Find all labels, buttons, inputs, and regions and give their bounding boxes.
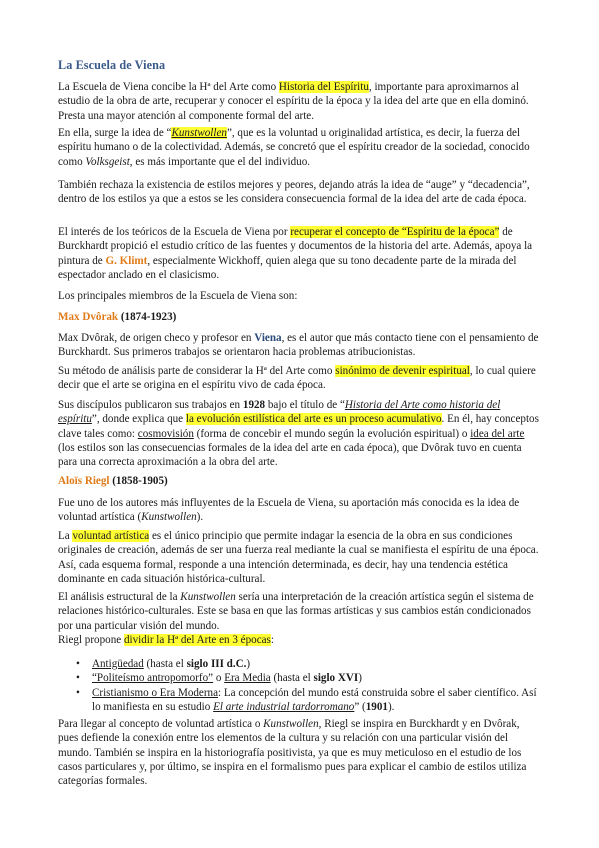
text-span: El interés de los teóricos de la Escuela de Viena por bbox=[58, 226, 291, 238]
text-span: : La concepción del mundo está construida sobre el saber científico. Así lo manifiesta en su estudio bbox=[92, 686, 537, 713]
epoch-name: Cristianismo o Era Moderna bbox=[92, 686, 219, 699]
highlight-historia-espiritu: Historia del Espíritu bbox=[278, 81, 369, 93]
text-span: o bbox=[213, 672, 225, 685]
bullet-icon: • bbox=[76, 658, 80, 670]
members-intro: Los principales miembros de la Escuela de Viena son: bbox=[58, 290, 298, 302]
styles-paragraph: También rechaza la existencia de estilos mejores y peores, dejando atrás la idea de “auge” y “decadencia”, dentro de los estilos ya que a estos se les considera consecuencia formal de la idea del arte de cada época. bbox=[58, 179, 530, 206]
text-span: (forma de concebir el mundo según la evolución espiritual) o bbox=[193, 427, 471, 440]
highlight-tres-epocas: dividir la Hª del Arte en 3 épocas bbox=[123, 633, 271, 646]
epoch-name-alt: Era Media bbox=[224, 672, 271, 685]
dvorak-paragraph-3 bbox=[58, 398, 542, 469]
document-title: La Escuela de Viena bbox=[58, 58, 166, 72]
text-span: Sus discípulos publicaron sus trabajos en bbox=[58, 399, 243, 411]
riegl-paragraph-4 bbox=[58, 717, 542, 788]
text-span: : bbox=[270, 633, 274, 646]
term-kunstwollen: Kunstwollen bbox=[180, 591, 236, 603]
kunstwollen-paragraph bbox=[58, 126, 542, 169]
text-span: Riegl propone bbox=[58, 633, 124, 646]
riegl-dates: (1858-1905) bbox=[109, 475, 168, 487]
name-klimt: G. Klimt bbox=[105, 254, 148, 267]
highlight-evolucion-estilistica: la evolución estilística del arte es un proceso acumulativo bbox=[185, 413, 442, 426]
text-span: (los estilos son las consecuencias formales de la idea del arte en cada época), que Dvôrak tuvo en cuenta para una correcta aproximación a la obra del arte. bbox=[58, 441, 522, 469]
text-span: Fue uno de los autores más influyentes de la Escuela de Viena, su aportación más conocida es la idea de voluntad artística ( bbox=[58, 497, 520, 524]
text-span: ” ( bbox=[354, 700, 366, 713]
text-span: ) bbox=[358, 672, 362, 685]
text-span: La Escuela de Viena concibe la Hª del Arte como bbox=[58, 81, 279, 93]
text-span: , es más importante que el del individuo. bbox=[129, 155, 311, 168]
text-span: ). bbox=[196, 511, 204, 524]
dvorak-paragraph-1 bbox=[58, 331, 542, 360]
text-span: bajo el título de “ bbox=[265, 399, 345, 411]
dvorak-heading bbox=[58, 310, 542, 324]
text-span: Para llegar al concepto de voluntad artística o bbox=[58, 718, 264, 730]
text-span: , Riegl se inspira en Burckhardt y en Dvôrak, pues defiende la conexión entre los elementos de la cultura y su relación con una particular visión del mundo. También se inspira en la historiografía positivista, ya que es muy meticuloso en el estudio de los casos particulares y, por último, se inspira en el formalismo pues para explicar el cambio de estilos utiliza categorías formales. bbox=[58, 718, 527, 788]
year-1901: 1901 bbox=[365, 700, 388, 713]
text-span: En ella, surge la idea de “ bbox=[58, 127, 172, 139]
text-span: , especialmente Wickhoff, quien alega que su tono decadente parte de la mirada del espectador anclado en el clasicismo. bbox=[58, 254, 517, 281]
city-viena: Viena bbox=[254, 332, 282, 344]
list-item bbox=[58, 657, 542, 671]
term-kunstwollen: Kunstwollen bbox=[141, 511, 197, 524]
epoch-century: siglo XVI bbox=[313, 672, 359, 685]
highlight-kunstwollen: Kunstwollen bbox=[171, 127, 227, 139]
intro-paragraph bbox=[58, 80, 542, 123]
text-span: ). bbox=[387, 700, 395, 713]
text-span: ”, donde explica que bbox=[91, 413, 186, 426]
book-title: El arte industrial tardorromano bbox=[213, 700, 355, 713]
list-item bbox=[58, 686, 542, 715]
epoch-name: Antigüedad bbox=[92, 658, 144, 670]
dvorak-dates: (1874-1923) bbox=[118, 311, 177, 323]
text-span: , lo cual quiere decir que el arte se origina en el espíritu vivo de cada época. bbox=[58, 365, 536, 392]
text-span: sería una interpretación de la creación artística según el sistema de relaciones histórico-culturales. Este se basa en que las formas artísticas y sus cambios están condicionados por una particular visión del mundo. bbox=[58, 591, 534, 632]
bullet-icon: • bbox=[76, 686, 80, 699]
text-span: El análisis estructural de la bbox=[58, 591, 181, 603]
dvorak-paragraph-2 bbox=[58, 364, 542, 393]
text-span: (hasta el bbox=[143, 658, 187, 670]
riegl-paragraph-2 bbox=[58, 529, 542, 586]
highlight-voluntad-artistica: voluntad artística bbox=[72, 530, 150, 542]
text-span: . En él, hay conceptos clave tales como: bbox=[58, 413, 539, 440]
book-title: Historia del Arte como historia del espíritu bbox=[58, 399, 501, 426]
epoch-name: “Politeísmo antropomorfo” bbox=[92, 672, 214, 685]
highlight-devenir-espiritual: sinónimo de devenir espiritual bbox=[335, 365, 470, 377]
riegl-name: Aloïs Riegl bbox=[58, 475, 110, 487]
interest-paragraph bbox=[58, 225, 542, 282]
text-span: , importante para aproximarnos al estudio de la obra de arte, recuperar y conocer el espíritu de la época y la idea del arte que en ella dominó. Presta una mayor atención al componente formal del arte. bbox=[58, 81, 529, 122]
concept-idea-del-arte: idea del arte bbox=[470, 427, 525, 440]
list-item bbox=[58, 671, 542, 685]
text-span: Su método de análisis parte de considerar la Hª del Arte como bbox=[58, 365, 336, 377]
dvorak-name: Max Dvôrak bbox=[58, 311, 119, 323]
riegl-paragraph-3 bbox=[58, 590, 542, 647]
text-span: Max Dvôrak, de origen checo y profesor en bbox=[58, 332, 255, 344]
text-span: (hasta el bbox=[270, 672, 314, 685]
text-span: ”, que es la voluntad u originalidad artística, es decir, la fuerza del espíritu humano o de la colectividad. Además, se concretó que el espíritu creador de la sociedad, conocido como bbox=[58, 127, 530, 168]
epochs-list bbox=[58, 657, 542, 714]
riegl-heading bbox=[58, 474, 542, 488]
text-span: , es el autor que más contacto tiene con el pensamiento de Burckhardt. Sus primeros trabajos se orientaron hacia problemas atribucionistas. bbox=[58, 332, 539, 359]
text-span: de Burckhardt propició el estudio crítico de las fuentes y documentos de la historia del arte. Además, apoya la pintura de bbox=[58, 226, 533, 267]
bullet-icon: • bbox=[76, 672, 80, 685]
riegl-paragraph-1 bbox=[58, 496, 542, 525]
text-span: ) bbox=[246, 658, 251, 670]
text-span: es el único principio que permite indagar la esencia de la obra en sus condiciones originales de creación, además de ser una fuerza real mediante la cual se manifiesta el espíritu de una época. Así, cada esquema formal, responde a una intención determinada, es decir, hay una tendencia estética dominante en cada situación histórica-cultural. bbox=[58, 530, 539, 585]
epoch-century: siglo III d.C. bbox=[186, 658, 247, 670]
term-volksgeist: Volksgeist bbox=[85, 155, 130, 168]
term-kunstwollen: Kunstwollen bbox=[263, 718, 319, 730]
concept-cosmovision: cosmovisión bbox=[137, 427, 194, 440]
text-span: La bbox=[58, 530, 73, 542]
highlight-espiritu-epoca: recuperar el concepto de “Espíritu de la época” bbox=[290, 226, 500, 238]
year-1928: 1928 bbox=[242, 399, 266, 411]
